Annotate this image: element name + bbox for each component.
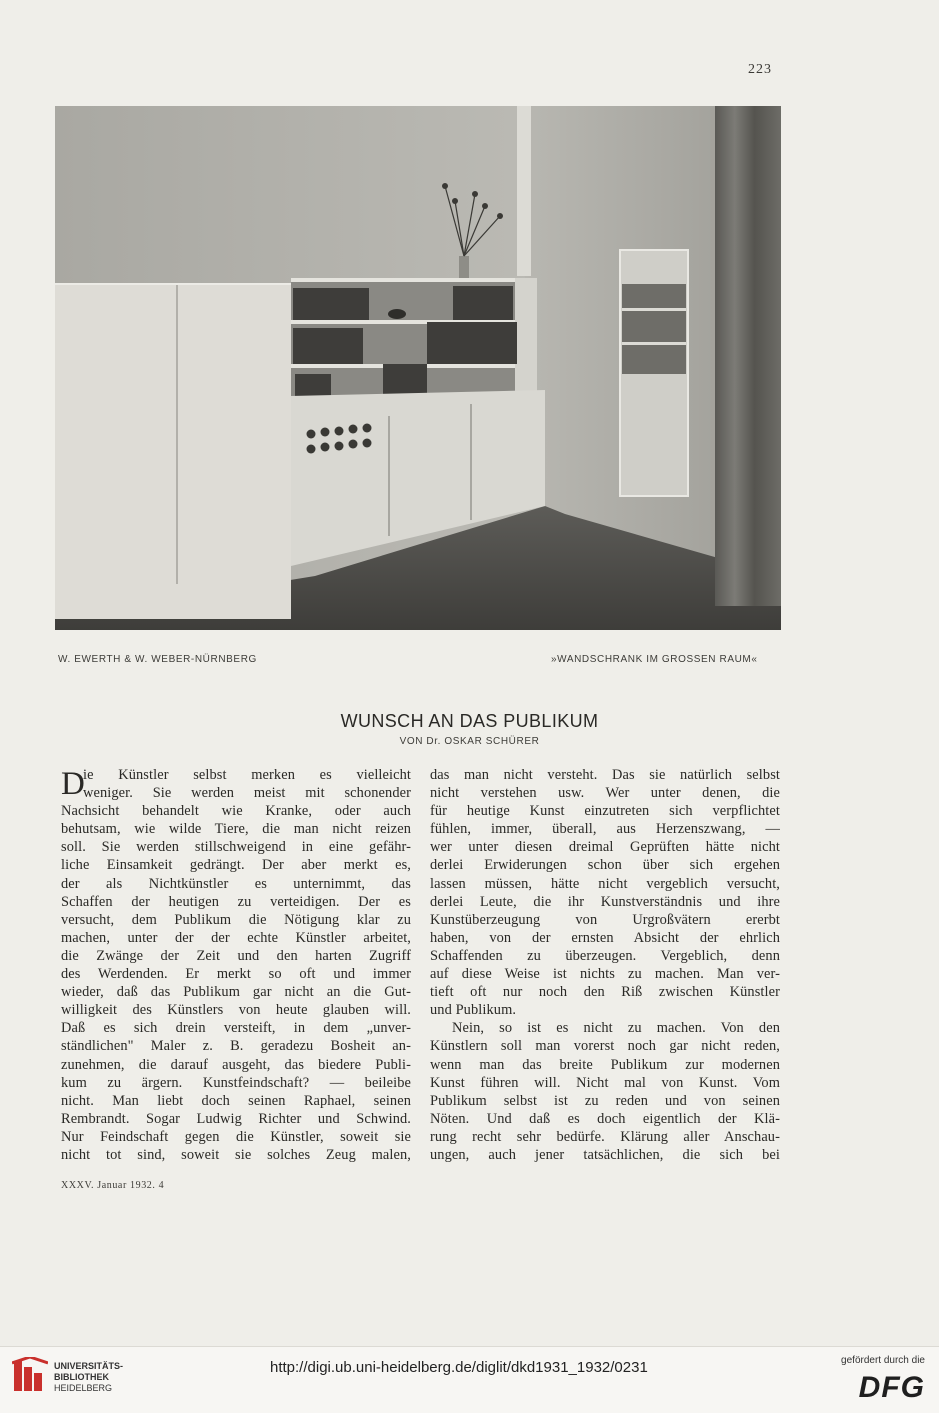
text-line: behutsam, wie wilde Tiere, die man nicht reizen bbox=[61, 821, 411, 838]
text-line: Nachsicht behandelt wie Kranke, oder auch bbox=[61, 803, 411, 820]
text-line: Nein, so ist es nicht zu machen. Von den bbox=[452, 1020, 780, 1037]
text-line: Schaffen der heutigen zu verteidigen. Der es bbox=[61, 893, 411, 910]
text-line: Publikum selbst ist zu reden und von seinen bbox=[430, 1092, 780, 1109]
text-line: auf diese Weise ist nichts zu machen. Man ver- bbox=[430, 966, 780, 983]
text-line: des Werdenden. Er merkt so oft und immer bbox=[61, 966, 411, 983]
text-line: haben, von der ernsten Absicht der ehrlich bbox=[430, 929, 780, 946]
text-line: Künstlern soll man vorerst noch gar nicht reden, bbox=[430, 1038, 780, 1055]
library-name-line: BIBLIOTHEK bbox=[54, 1372, 109, 1382]
text-line: wenn man das breite Publikum zur modernen bbox=[430, 1056, 780, 1073]
text-column-right bbox=[430, 766, 780, 1164]
funder-note: gefördert durch die bbox=[841, 1355, 925, 1366]
text-line: Kunst führen will. Nicht mal von Kunst. Vom bbox=[430, 1074, 780, 1091]
text-line: machen, unter der der echte Künstler arbeitet, bbox=[61, 929, 411, 946]
text-line: ständlichen" Maler z. B. geradezu Bosheit an- bbox=[61, 1038, 411, 1055]
dfg-logo[interactable]: DFG bbox=[858, 1371, 925, 1404]
article-title: WUNSCH AN DAS PUBLIKUM bbox=[340, 711, 599, 731]
permalink-url[interactable]: http://digi.ub.uni-heidelberg.de/diglit/dkd1931_1932/0231 bbox=[270, 1359, 648, 1376]
text-line: Schaffenden zu überzeugen. Vergeblich, denn bbox=[430, 947, 780, 964]
text-line: nicht tot sind, soweit sie solches Zeug malen, bbox=[61, 1146, 411, 1163]
text-line: nicht. Man liebt doch seinen Raphael, seinen bbox=[61, 1092, 411, 1109]
text-line: soll. Sie werden stillschweigend in eine gefähr- bbox=[61, 839, 411, 856]
text-line: versucht, dem Publikum die Nötigung klar zu bbox=[61, 911, 411, 928]
text-line: Nur Feindschaft gegen die Künstler, soweit sie bbox=[61, 1128, 411, 1145]
text-line: kum zu ärgern. Kunstfeindschaft? — beileibe bbox=[61, 1074, 411, 1091]
library-name-line: UNIVERSITÄTS- bbox=[54, 1361, 124, 1371]
wall-cabinet-photo bbox=[55, 106, 781, 630]
text-line: Rembrandt. Sogar Ludwig Richter und Schwind. bbox=[61, 1110, 411, 1127]
library-name-line: HEIDELBERG bbox=[54, 1383, 113, 1393]
text-line: Nöten. Und daß es doch eigentlich der Klä- bbox=[430, 1110, 780, 1127]
interior-photograph bbox=[55, 106, 781, 630]
text-line: Daß es sich drein versteift, in dem „unver- bbox=[61, 1020, 411, 1037]
volume-mark: XXXV. Januar 1932. 4 bbox=[61, 1180, 165, 1191]
library-name[interactable] bbox=[54, 1361, 123, 1394]
text-line: Kunstüberzeugung von Urgroßvätern ererbt bbox=[430, 911, 780, 928]
text-line: zunehmen, die darauf ausgeht, das biedere Publi- bbox=[61, 1056, 411, 1073]
text-line: nicht verstehen usw. Wer unter denen, die bbox=[430, 785, 780, 802]
text-line: für heutige Kunst einzutreten sich verpflichtet bbox=[430, 803, 780, 820]
photo-credit: W. EWERTH & W. WEBER-NÜRNBERG bbox=[58, 654, 257, 665]
viewer-footer-bar bbox=[0, 1346, 939, 1413]
article-byline: VON Dr. OSKAR SCHÜRER bbox=[399, 736, 540, 747]
photo-title: »WANDSCHRANK IM GROSSEN RAUM« bbox=[551, 654, 758, 665]
text-line: lassen müssen, hätte nicht vergeblich versucht, bbox=[430, 875, 780, 892]
text-line: rung recht sehr bedürfe. Klärung aller Anschau- bbox=[430, 1128, 780, 1145]
text-line: liche Einsamkeit gedrängt. Der aber merkt es, bbox=[61, 857, 411, 874]
text-line: und Publikum. bbox=[430, 1002, 517, 1019]
text-line: willigkeit des Künstlers von heute glauben will. bbox=[61, 1002, 411, 1019]
text-line: das man nicht versteht. Das sie natürlich selbst bbox=[430, 767, 780, 783]
text-line: wieder, daß das Publikum gar nicht an die Gut- bbox=[61, 984, 411, 1001]
text-line: die Zwänge der Zeit und den harten Zugriff bbox=[61, 947, 411, 964]
text-line: derlei Erwiderungen schon über sich ergehen bbox=[430, 857, 780, 874]
text-line: ie Künstler selbst merken es vielleicht bbox=[83, 767, 411, 783]
page-number: 223 bbox=[748, 62, 772, 77]
text-line: derlei Leute, die ihr Kunstverständnis und ihre bbox=[430, 893, 780, 910]
text-line: weniger. Sie werden meist mit schonender bbox=[83, 785, 411, 802]
text-line: fühlen, immer, überall, aus Herzenszwang, — bbox=[430, 821, 780, 838]
text-column-left bbox=[61, 766, 411, 1164]
text-line: wer unter diesen dreimal Geprüften hätte nicht bbox=[430, 839, 780, 856]
text-line: tieft oft nur noch den Riß zwischen Künstler bbox=[430, 984, 780, 1001]
text-line: ungen, auch jener tatsächlichen, die sich bei bbox=[430, 1146, 780, 1163]
text-line: der als Nichtkünstler es unternimmt, das bbox=[61, 875, 411, 892]
library-logo-icon[interactable] bbox=[12, 1357, 48, 1395]
drop-cap: D bbox=[61, 766, 85, 802]
